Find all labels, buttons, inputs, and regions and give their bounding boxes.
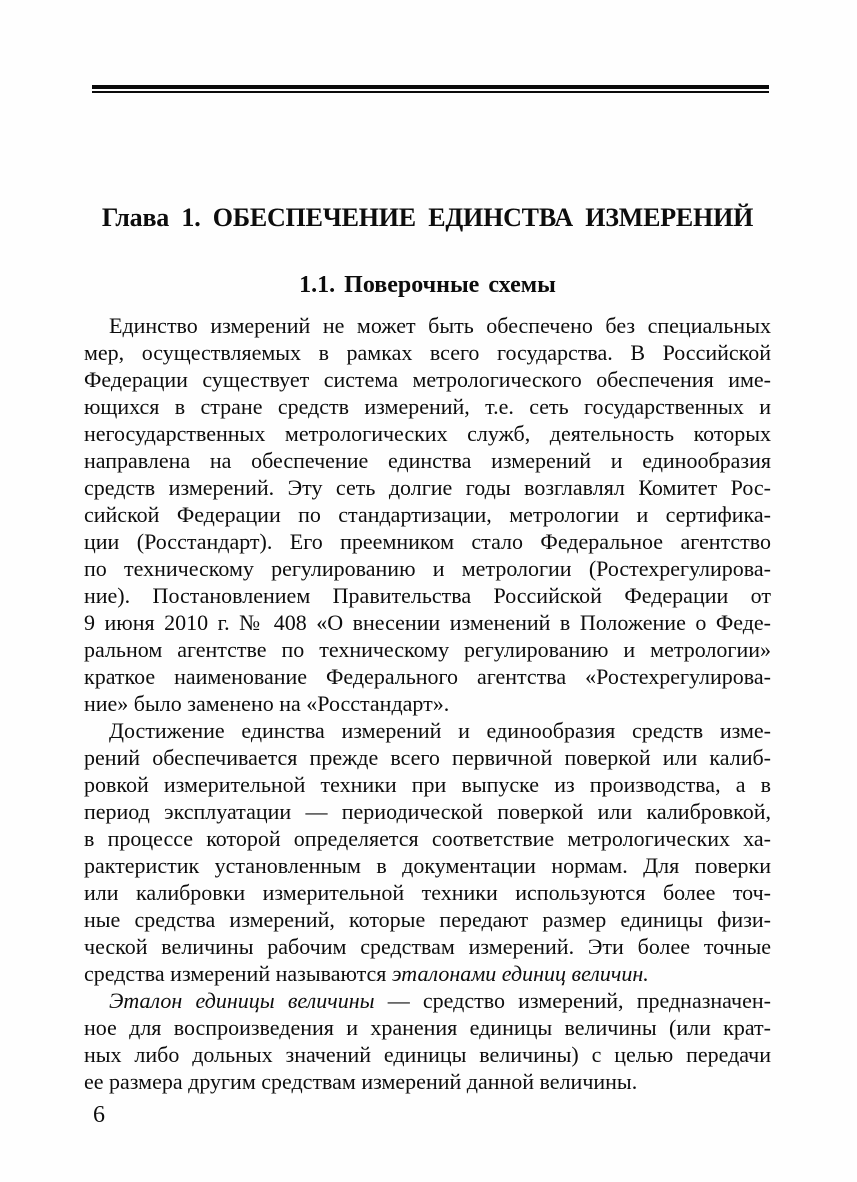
text-segment: ровкой измерительной техники при выпуске из производства, а в	[84, 772, 771, 797]
text-segment: рений обеспечивается прежде всего первичной поверкой или калиб-	[84, 745, 771, 770]
text-line	[84, 690, 771, 717]
paragraph	[84, 312, 771, 717]
text-line	[84, 852, 771, 879]
text-segment: период эксплуатации — периодической поверкой или калибровкой,	[84, 799, 771, 824]
italic-text-segment: Эталон единицы величины	[109, 988, 375, 1013]
text-line	[84, 744, 771, 771]
text-segment: мер, осуществляемых в рамках всего государства. В Российской	[84, 340, 771, 365]
text-line	[84, 798, 771, 825]
text-line	[84, 393, 771, 420]
paragraph	[84, 717, 771, 987]
text-line	[84, 987, 771, 1014]
text-line	[84, 1041, 771, 1068]
text-segment: по техническому регулированию и метрологии (Ростехрегулирова-	[84, 556, 771, 581]
text-segment: или калибровки измерительной техники используются более точ-	[84, 880, 771, 905]
text-line	[84, 960, 771, 987]
text-segment: ные средства измерений, которые передают размер единицы физи-	[84, 907, 771, 932]
text-segment: сийской Федерации по стандартизации, метрологии и сертифика-	[84, 502, 771, 527]
text-segment: 9 июня 2010 г. № 408 «О внесении изменений в Положение о Феде-	[84, 610, 771, 635]
italic-text-segment: эталонами единиц величин.	[391, 961, 649, 986]
text-segment: негосударственных метрологических служб, деятельность которых	[84, 421, 771, 446]
text-line	[84, 663, 771, 690]
text-line	[84, 825, 771, 852]
text-line	[84, 447, 771, 474]
text-line	[84, 555, 771, 582]
text-line	[84, 582, 771, 609]
text-line	[84, 339, 771, 366]
text-segment: ние» было заменено на «Росстандарт».	[84, 691, 450, 716]
text-segment: направлена на обеспечение единства измерений и единообразия	[84, 448, 771, 473]
text-segment: ющихся в стране средств измерений, т.е. сеть государственных и	[84, 394, 771, 419]
header-double-rule	[92, 85, 769, 93]
text-line	[84, 1014, 771, 1041]
text-segment: краткое наименование Федерального агентства «Ростехрегулирова-	[84, 664, 771, 689]
text-line	[84, 474, 771, 501]
text-line	[84, 717, 771, 744]
text-segment: Единство измерений не может быть обеспечено без специальных	[109, 313, 771, 338]
text-line	[84, 528, 771, 555]
text-segment: Федерации существует система метрологического обеспечения име-	[84, 367, 771, 392]
page-number: 6	[93, 1102, 105, 1128]
text-segment: рактеристик установленным в документации нормам. Для поверки	[84, 853, 771, 878]
text-segment: средства измерений называются	[84, 961, 392, 986]
section-heading: 1.1. Поверочные схемы	[299, 272, 556, 298]
text-segment: ее размера другим средствам измерений данной величины.	[84, 1069, 638, 1094]
text-line	[84, 636, 771, 663]
text-segment: ральном агентстве по техническому регулированию и метрологии»	[84, 637, 771, 662]
text-segment: — средство измерений, предназначен-	[374, 988, 771, 1013]
text-line	[84, 933, 771, 960]
text-segment: ние). Постановлением Правительства Российской Федерации от	[84, 583, 771, 608]
body-text	[84, 312, 771, 1095]
text-segment: Достижение единства измерений и единообразия средств изме-	[109, 718, 771, 743]
text-line	[84, 771, 771, 798]
text-line	[84, 879, 771, 906]
text-line	[84, 906, 771, 933]
text-line	[84, 501, 771, 528]
paragraph	[84, 987, 771, 1095]
text-line	[84, 1068, 771, 1095]
text-line	[84, 420, 771, 447]
text-segment: ческой величины рабочим средствам измерений. Эти более точные	[84, 934, 771, 959]
text-segment: ных либо дольных значений единицы величины) с целью передачи	[84, 1042, 771, 1067]
text-segment: ции (Росстандарт). Его преемником стало Федеральное агентство	[84, 529, 771, 554]
text-segment: в процессе которой определяется соответствие метрологических ха-	[84, 826, 771, 851]
text-line	[84, 366, 771, 393]
text-line	[84, 312, 771, 339]
chapter-heading: Глава 1. ОБЕСПЕЧЕНИЕ ЕДИНСТВА ИЗМЕРЕНИЙ	[101, 203, 754, 232]
text-segment: ное для воспроизведения и хранения единицы величины (или крат-	[84, 1015, 771, 1040]
text-segment: средств измерений. Эту сеть долгие годы возглавлял Комитет Рос-	[84, 475, 771, 500]
text-line	[84, 609, 771, 636]
